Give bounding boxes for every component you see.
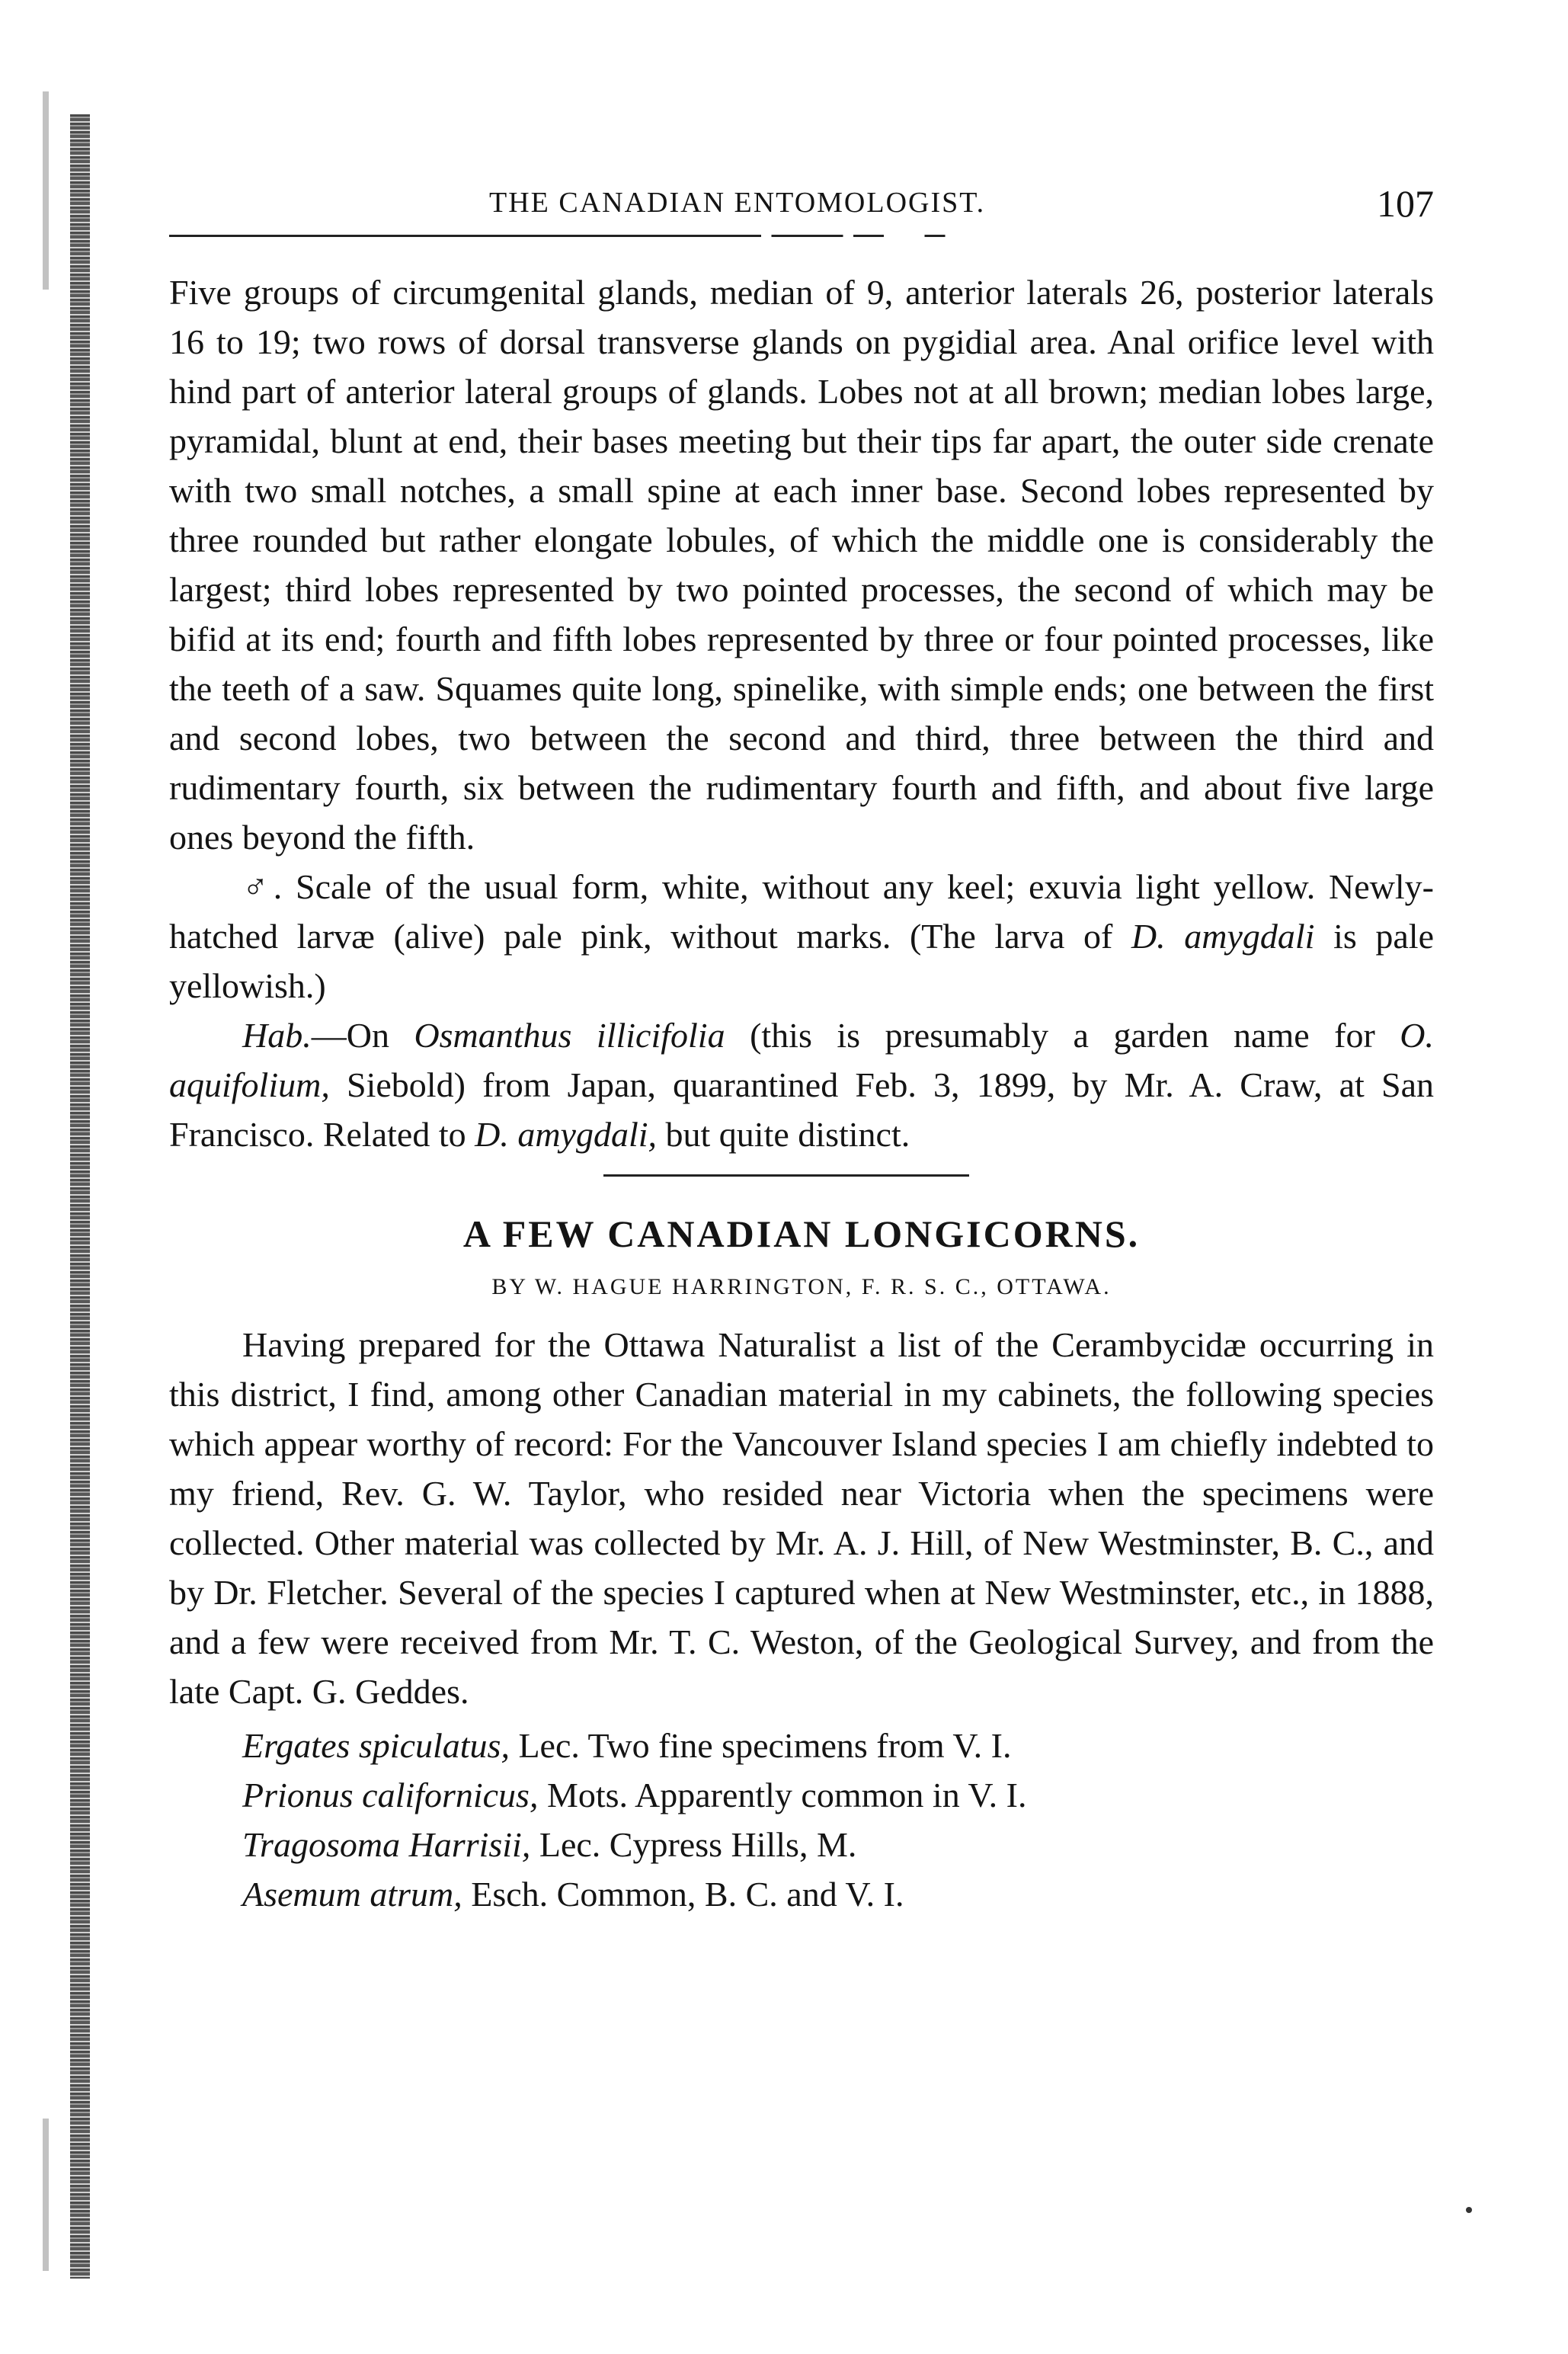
scan-artifact [1466, 2207, 1472, 2213]
paragraph-text: but quite distinct. [657, 1115, 910, 1154]
species-name: Tragosoma Harrisii, [242, 1825, 531, 1864]
scan-artifact [43, 2119, 49, 2271]
species-italic: O. aquifolium, [169, 1016, 1434, 1104]
species-italic: Osmanthus illicifolia [414, 1016, 725, 1055]
species-entry [169, 1770, 1434, 1820]
section-title: A FEW CANADIAN LONGICORNS. [462, 1212, 1141, 1255]
scan-artifact [43, 91, 49, 290]
species-italic: D. amygdali, [475, 1115, 658, 1154]
species-entry [169, 1721, 1434, 1770]
running-title: THE CANADIAN ENTOMOLOGIST. [489, 187, 986, 219]
paragraph-text: —On [311, 1016, 414, 1055]
species-list [169, 1721, 1434, 1919]
paragraph-male-scale [169, 862, 1434, 1010]
species-name: Prionus californicus, [242, 1776, 539, 1814]
species-name: Ergates spiculatus, [242, 1726, 510, 1765]
species-note: Lec. Cypress Hills, M. [530, 1825, 857, 1864]
paragraph-glands: Five groups of circumgenital glands, median of 9, anterior laterals 26, posterior laterals 16 to 19; two rows of dorsal transverse glands on pygidial area. Anal orifice level with hind part of anterior lateral groups of glands. Lobes not at all brown; median lobes large, pyramidal, blunt at end, their bases meeting but their tips far apart, the outer side crenate with two small notches, a small spine at each inner base. Second lobes represented by three rounded but rather elongate lobules, of which the middle one is considerably the largest; third lobes represented by two pointed processes, the second of which may be bifid at its end; fourth and fifth lobes represented by three or four pointed processes, like the teeth of a saw. Squames quite long, spinelike, with simple ends; one between the first and second lobes, two between the second and third, three between the third and rudimentary fourth, six between the rudimentary fourth and fifth, and about five large ones beyond the fifth. [169, 273, 1434, 857]
section-divider [603, 1174, 969, 1177]
paragraph-habitat [169, 1010, 1434, 1159]
page-binding-edge [70, 114, 90, 2279]
header-rule [169, 235, 1190, 237]
species-note: Lec. Two fine specimens from V. I. [509, 1726, 1012, 1765]
male-symbol: ♂. [242, 867, 283, 906]
paragraph-intro: Having prepared for the Ottawa Naturalist a list of the Cerambycidæ occurring in this district, I find, among other Canadian material in my cabinets, the following species which appear worthy of record: For the Vancouver Island species I am chiefly indebted to my friend, Rev. G. W. Taylor, who resided near Victoria when the specimens were collected. Other material was collected by Mr. A. J. Hill, of New Westminster, B. C., and by Dr. Fletcher. Several of the species I captured when at New Westminster, etc., in 1888, and a few were received from Mr. T. C. Weston, of the Geological Survey, and from the late Capt. G. Geddes. [169, 1325, 1434, 1711]
species-italic: D. amygdali [1131, 917, 1315, 956]
paragraph-text: Siebold) from Japan, quarantined Feb. 3, 1899, by Mr. A. Craw, at San Francisco. Related to [169, 1065, 1434, 1154]
paragraph-text: (this is presumably a garden name for [725, 1016, 1400, 1055]
species-name: Asemum atrum, [242, 1875, 462, 1914]
species-entry [169, 1869, 1434, 1919]
byline: BY W. HAGUE HARRINGTON, F. R. S. C., OTTAWA. [491, 1274, 1112, 1299]
hab-label: Hab. [242, 1016, 312, 1055]
species-note: Mots. Apparently common in V. I. [538, 1776, 1027, 1814]
running-header [169, 181, 1434, 227]
paragraph-text: Scale of the usual form, white, without any keel; exuvia light yellow. Newly-hatched larvæ (alive) pale pink, without marks. (The larva of [169, 867, 1435, 956]
species-note: Esch. Common, B. C. and V. I. [462, 1875, 904, 1914]
paragraph-text: is pale yellowish.) [169, 917, 1435, 1005]
page-number: 107 [1377, 182, 1434, 225]
page [169, 181, 1434, 1919]
species-entry [169, 1820, 1434, 1869]
